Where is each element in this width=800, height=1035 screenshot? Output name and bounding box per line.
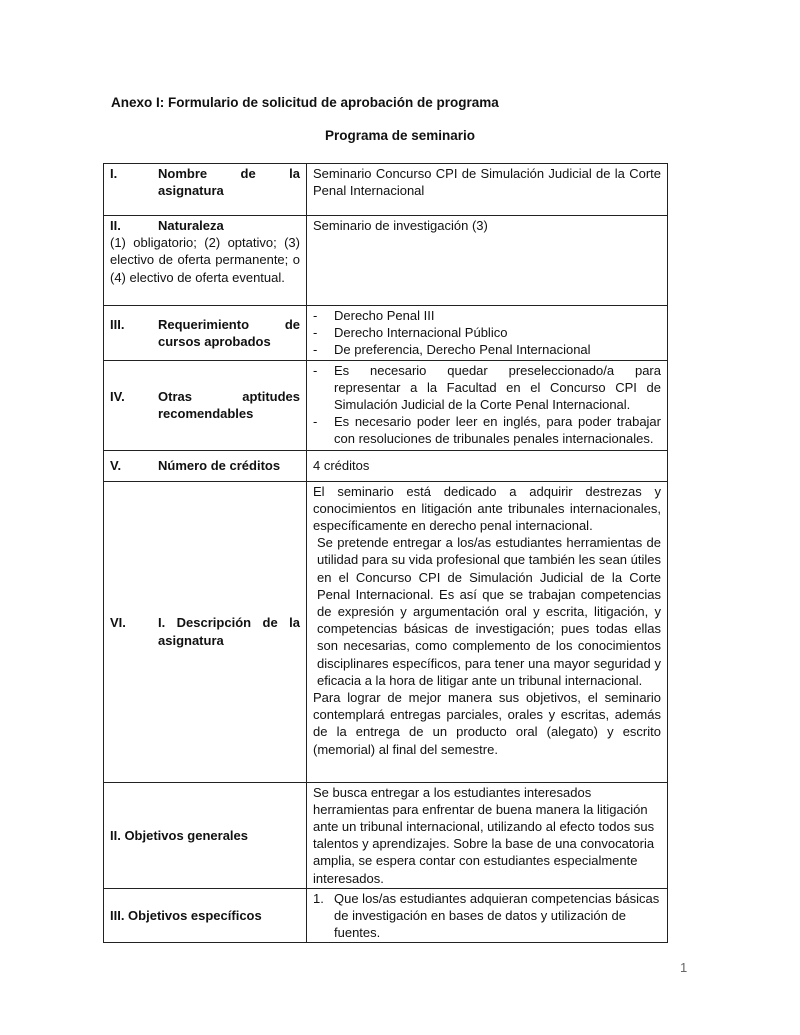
table-row bbox=[104, 306, 668, 361]
table-row bbox=[104, 782, 668, 888]
row-label-cell bbox=[104, 782, 307, 888]
row-number: IV. bbox=[110, 388, 125, 404]
description-paragraph: Se pretende entregar a los/as estudiantes herramientas de utilidad para su vida profesional que también les sean útiles en el Concurso CPI de Simulación Judicial de la Corte Penal Internacional. Es así que se trabajan competencias de expresión y argumentación oral y escrita, litigación, y competencias básicas de investigación; pues todas ellas son necesarias, como complemento de los conocimientos disciplinares específicos, para tener una mayor seguridad y eficacia a la hora de litigar ante un tribunal internacional. bbox=[317, 535, 661, 688]
row-label: Nombre de la asignatura bbox=[158, 166, 300, 199]
description-paragraph: Para lograr de mejor manera sus objetivos, el seminario contemplará entregas parciales, orales y escritas, además de la entrega de un producto oral (alegato) y escrito (memorial) al final del semestre. bbox=[313, 690, 661, 757]
page-subtitle: Programa de seminario bbox=[324, 128, 476, 143]
row-number: VI. bbox=[110, 615, 126, 631]
nature-options-note: (1) obligatorio; (2) optativo; (3) electivo de oferta permanente; o (4) electivo de oferta eventual. bbox=[110, 235, 300, 285]
page-heading: Anexo I: Formulario de solicitud de aprobación de programa bbox=[111, 95, 499, 110]
table-row bbox=[104, 450, 668, 481]
row-label: Otras aptitudes recomendables bbox=[158, 388, 300, 422]
list-item-number: 1. bbox=[313, 890, 324, 906]
list-item: - De preferencia, Derecho Penal Internacional bbox=[313, 341, 661, 358]
row-label-cell bbox=[104, 450, 307, 481]
row-label-cell bbox=[104, 216, 307, 306]
row-label: II. Objetivos generales bbox=[110, 827, 248, 843]
row-label: III. Objetivos específicos bbox=[110, 908, 262, 924]
table-row bbox=[104, 888, 668, 943]
table-row bbox=[104, 164, 668, 216]
row-label-cell bbox=[104, 481, 307, 782]
list-item bbox=[313, 890, 661, 942]
list-item: - Es necesario quedar preseleccionado/a para representar a la Facultad en el Concurso CPI de Simulación Judicial de la Corte Penal Internacional. bbox=[313, 362, 661, 414]
row-number: II. bbox=[110, 218, 121, 233]
row-label: Número de créditos bbox=[158, 458, 281, 473]
row-label-cell bbox=[104, 360, 307, 450]
description-cell bbox=[307, 481, 668, 782]
list-item: - Derecho Internacional Público bbox=[313, 324, 661, 341]
description-paragraph: El seminario está dedicado a adquirir destrezas y conocimientos en litigación ante tribunales internacionales, específicamente en derecho penal internacional. bbox=[313, 483, 661, 534]
program-table bbox=[103, 163, 668, 943]
required-courses-cell bbox=[307, 306, 668, 361]
table-row bbox=[104, 481, 668, 782]
row-number: I. bbox=[110, 166, 118, 181]
general-objectives-value: Se busca entregar a los estudiantes interesados herramientas para enfrentar de buena manera la litigación ante un tribunal internacional, utilizando al efecto todos sus talentos y aprendizajes. Sobre la base de una convocatoria amplia, se espera contar con estudiantes especialmente interesados. bbox=[307, 782, 668, 888]
row-label-cell bbox=[104, 888, 307, 943]
nature-value: Seminario de investigación (3) bbox=[307, 216, 668, 306]
row-label: I. Descripción de la asignatura bbox=[158, 615, 300, 648]
row-label: Naturaleza bbox=[158, 218, 224, 233]
row-label-cell bbox=[104, 164, 307, 216]
course-name-value: Seminario Concurso CPI de Simulación Judicial de la Corte Penal Internacional bbox=[307, 164, 668, 216]
page-number: 1 bbox=[680, 960, 688, 975]
row-number: III. bbox=[110, 316, 125, 332]
list-item-text: Que los/as estudiantes adquieran competencias básicas de investigación en bases de datos y utilización de fuentes. bbox=[334, 890, 660, 941]
list-item: - Es necesario poder leer en inglés, para poder trabajar con resoluciones de tribunales penales internacionales. bbox=[313, 413, 661, 447]
credits-value: 4 créditos bbox=[307, 450, 668, 481]
row-label: Requerimiento de cursos aprobados bbox=[158, 316, 300, 349]
row-number: V. bbox=[110, 458, 122, 473]
list-item: - Derecho Penal III bbox=[313, 307, 661, 324]
table-row bbox=[104, 216, 668, 306]
row-label-cell bbox=[104, 306, 307, 361]
table-row bbox=[104, 360, 668, 450]
other-aptitudes-cell bbox=[307, 360, 668, 450]
specific-objectives-cell bbox=[307, 888, 668, 943]
